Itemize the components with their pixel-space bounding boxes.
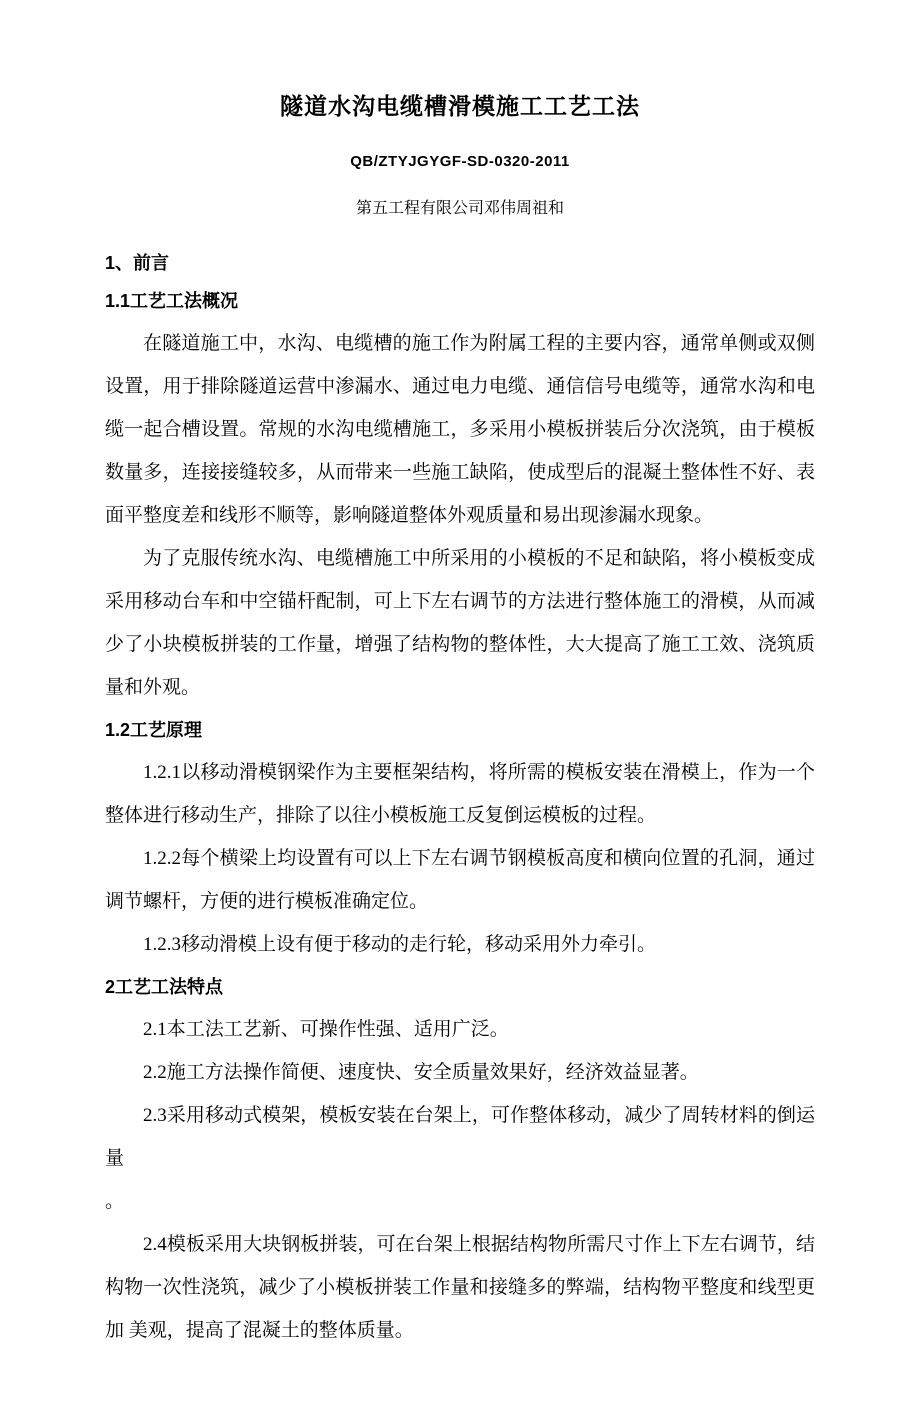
section-heading-features: 2工艺工法特点 — [105, 977, 224, 998]
paragraph-principle-3: 1.2.3移动滑模上设有便于移动的走行轮，移动采用外力牵引。 — [143, 934, 657, 956]
section-heading-preface: 1、前言 — [105, 253, 170, 274]
section-heading-principle: 1.2工艺原理 — [105, 720, 203, 741]
paragraph-overview-2: 为了克服传统水沟、电缆槽施工中所采用的小模板的不足和缺陷，将小模板变成采用移动台车和中空锚杆配制，可上下左右调节的方法进行整体施工的滑模，从而减少了小块模板拼装的工作量，增强了结构物的整体性，大大提高了施工工效、浇筑质量和外观。 — [105, 548, 815, 699]
document-number: QB/ZTYJGYGF-SD-0320-2011 — [350, 152, 570, 170]
paragraph-feature-3: 2.3采用移动式模架，模板安装在台架上，可作整体移动，减少了周转材料的倒运 量 — [105, 1105, 815, 1170]
paragraph-feature-3-trailing-period: 。 — [105, 1191, 125, 1213]
paragraph-feature-4: 2.4模板采用大块钢板拼装，可在台架上根据结构物所需尺寸作上下左右调节，结 构物一次性浇筑，减少了小模板拼装工作量和接缝多的弊端，结构物平整度和线型更加 美观，提高了混凝土的整体质量。 — [105, 1234, 815, 1342]
document-author-line: 第五工程有限公司邓伟周祖和 — [355, 200, 564, 218]
paragraph-principle-2: 1.2.2每个横梁上均设置有可以上下左右调节钢模板高度和横向位置的孔洞，通过 调节螺杆，方便的进行模板准确定位。 — [105, 848, 815, 913]
paragraph-principle-1: 1.2.1以移动滑模钢梁作为主要框架结构，将所需的模板安装在滑模上，作为一个整体进行移动生产，排除了以往小模板施工反复倒运模板的过程。 — [105, 762, 815, 827]
section-heading-overview: 1.1工艺工法概况 — [105, 291, 239, 312]
document-title: 隧道水沟电缆槽滑模施工工艺工法 — [280, 93, 640, 119]
paragraph-feature-2: 2.2施工方法操作简便、速度快、安全质量效果好，经济效益显著。 — [143, 1062, 699, 1084]
paragraph-feature-1: 2.1本工法工艺新、可操作性强、适用广泛。 — [143, 1019, 509, 1041]
paragraph-overview-1: 在隧道施工中，水沟、电缆槽的施工作为附属工程的主要内容，通常单侧或双侧设置，用于排除隧道运营中渗漏水、通过电力电缆、通信信号电缆等，通常水沟和电缆一起合槽设置。常规的水沟电缆槽施工，多采用小模板拼装后分次浇筑，由于模板数量多，连接接缝较多，从而带来一些施工缺陷，使成型后的混凝土整体性不好、表面平整度差和线形不顺等，影响隧道整体外观质量和易出现渗漏水现象。 — [105, 333, 815, 527]
